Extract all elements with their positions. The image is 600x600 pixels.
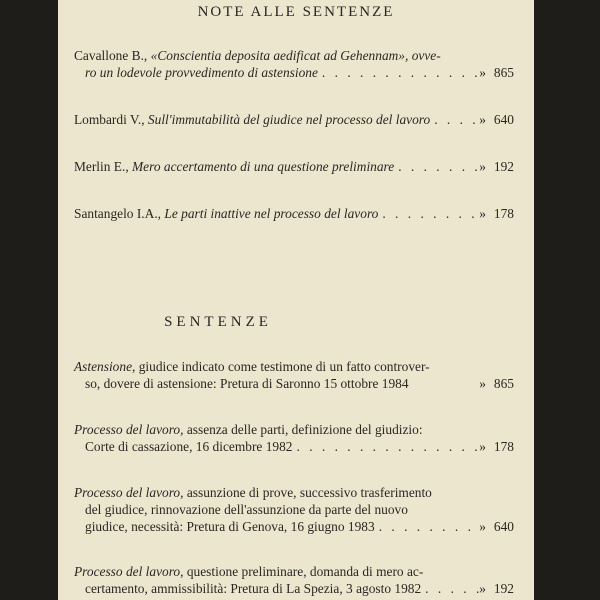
sentenza-entry: Processo del lavoro, assenza delle parti, definizione del giudizio: Corte di cassazione, 16 dicembre 1982 . . . » 178	[74, 421, 514, 455]
leader-dots	[421, 580, 479, 597]
sentenza-page: 865	[493, 376, 514, 391]
sentenza-subject: Processo del lavoro,	[74, 422, 184, 437]
sentenza-text-cont: del giudice, rinnovazione dell'assunzione da parte del nuovo	[85, 502, 408, 517]
note-page: 178	[493, 206, 514, 221]
sentenza-entry: Processo del lavoro, assunzione di prove, successivo trasferimento del giudice, rinnovazione dell'assunzione da parte del nuovo giudice, necessità: Pretura di Genova, 16 giugno 1983 . . . » 640	[74, 484, 514, 535]
note-entry: Merlin E., Mero accertamento di una questione preliminare . . . » 192	[74, 158, 514, 175]
leader-dots	[293, 438, 480, 455]
sentenza-text: assunzione di prove, successivo trasferimento	[186, 485, 432, 500]
sentenza-entry: Astensione, giudice indicato come testimone di un fatto controver- so, dovere di astensione: Pretura di Saronno 15 ottobre 1984 » 865	[74, 359, 514, 391]
sentenza-page: 640	[493, 519, 514, 534]
note-title: «Conscientia deposita aedificat ad Gehennam», ovve-	[150, 48, 441, 63]
book-page	[58, 0, 534, 600]
sentenza-page: 178	[493, 439, 514, 454]
leader-dots	[378, 205, 479, 222]
note-entry: Lombardi V., Sull'immutabilità del giudice nel processo del lavoro . . . » 640	[74, 111, 514, 128]
sentenza-text-cont: so, dovere di astensione: Pretura di Saronno 15 ottobre 1984	[85, 376, 409, 391]
note-author: Merlin E.,	[74, 159, 129, 174]
sentenza-text-cont: Corte di cassazione, 16 dicembre 1982	[85, 439, 293, 454]
note-author: Cavallone B.,	[74, 48, 148, 63]
note-title-cont: ro un lodevole provvedimento di astensione	[85, 65, 318, 80]
note-author: Santangelo I.A.,	[74, 206, 162, 221]
note-title: Sull'immutabilità del giudice nel processo del lavoro	[147, 112, 431, 127]
sentenza-subject: Astensione,	[74, 359, 136, 374]
note-entry: Santangelo I.A., Le parti inattive nel processo del lavoro . . . » 178	[74, 205, 514, 222]
sentenza-text: giudice indicato come testimone di un fatto controver-	[138, 359, 430, 374]
sentenza-subject: Processo del lavoro,	[74, 564, 184, 579]
note-title: Le parti inattive nel processo del lavoro	[164, 206, 379, 221]
leader-dots	[375, 518, 480, 535]
sentenza-text-cont: certamento, ammissibilità: Pretura di La Spezia, 3 agosto 1982	[85, 581, 422, 596]
note-title: Mero accertamento di una questione preliminare	[132, 159, 395, 174]
sentenze-heading: SENTENZE	[164, 314, 272, 330]
sentenza-text: assenza delle parti, definizione del giudizio:	[186, 422, 423, 437]
sentenza-text-cont: giudice, necessità: Pretura di Genova, 16 giugno 1983	[85, 519, 375, 534]
note-heading: NOTE ALLE SENTENZE	[197, 4, 395, 20]
note-author: Lombardi V.,	[74, 112, 145, 127]
leader-dots	[430, 111, 479, 128]
leader-dots	[318, 64, 479, 81]
leader-dots	[394, 158, 479, 175]
note-entry: Cavallone B., «Conscientia deposita aedificat ad Gehennam», ovve- ro un lodevole provvedimento di astensione . . . » 865	[74, 47, 514, 81]
sentenza-entry: Processo del lavoro, questione preliminare, domanda di mero ac- certamento, ammissibilità: Pretura di La Spezia, 3 agosto 1982 . . . » 192	[74, 563, 514, 597]
note-page: 865	[493, 65, 514, 80]
sentenza-text: questione preliminare, domanda di mero ac-	[186, 564, 424, 579]
note-page: 192	[493, 159, 514, 174]
note-page: 640	[493, 112, 514, 127]
sentenza-page: 192	[493, 581, 514, 596]
sentenza-subject: Processo del lavoro,	[74, 485, 184, 500]
